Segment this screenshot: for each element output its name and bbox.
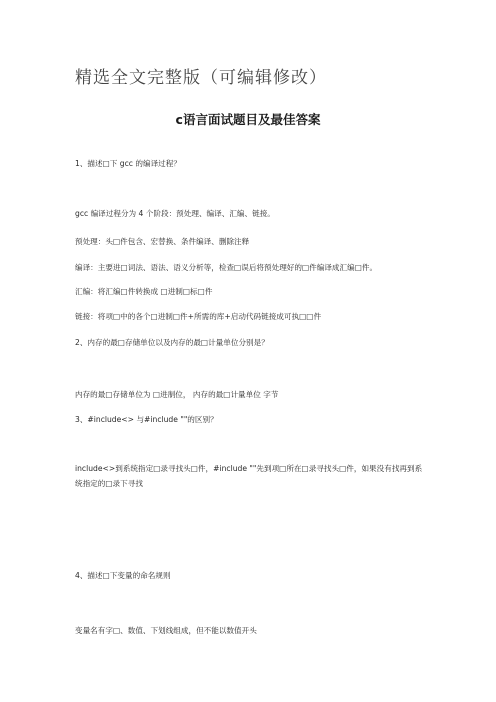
answer-3: include<>到系统指定□录寻找头□件，#include ""先到项□所在□录寻找头□件，如果没有找再到系统指定的□录下寻找 [75, 464, 423, 488]
question-4: 4、描述□下变量的命名规则 [75, 571, 171, 580]
answer-4: 变量名有字□、数值、下划线组成，但不能以数值开头 [75, 626, 257, 635]
question-2: 2、内存的最□存储单位以及内存的最□计量单位分别是？ [75, 338, 269, 347]
document-title: c语言面试题目及最佳答案 [175, 112, 321, 127]
question-1: 1、描述□下 gcc 的编译过程？ [75, 159, 181, 168]
answer-2: 内存的最□存储单位为 □进制位， 内存的最□计量单位 字节 [75, 390, 279, 399]
answer-1-preprocess: 预处理：头□件包含、宏替换、条件编译、删除注释 [75, 237, 250, 246]
answer-1-compile: 编译：主要进□词法、语法、语义分析等，检查□误后将预处理好的□件编译成汇编□件。 [75, 263, 378, 272]
answer-1-assemble: 汇编：将汇编□件转换成 □进制□标□件 [75, 287, 213, 296]
answer-1-link: 链接：将项□中的各个□进制□件+所需的库+启动代码链接成可执□□件 [75, 312, 322, 321]
answer-1-summary: gcc 编译过程分为 4 个阶段：预处理、编译、汇编、链接。 [75, 209, 275, 218]
question-3: 3、#include<> 与#include ""的区别？ [75, 415, 218, 424]
page-header-title: 精选全文完整版（可编辑修改） [75, 68, 327, 88]
